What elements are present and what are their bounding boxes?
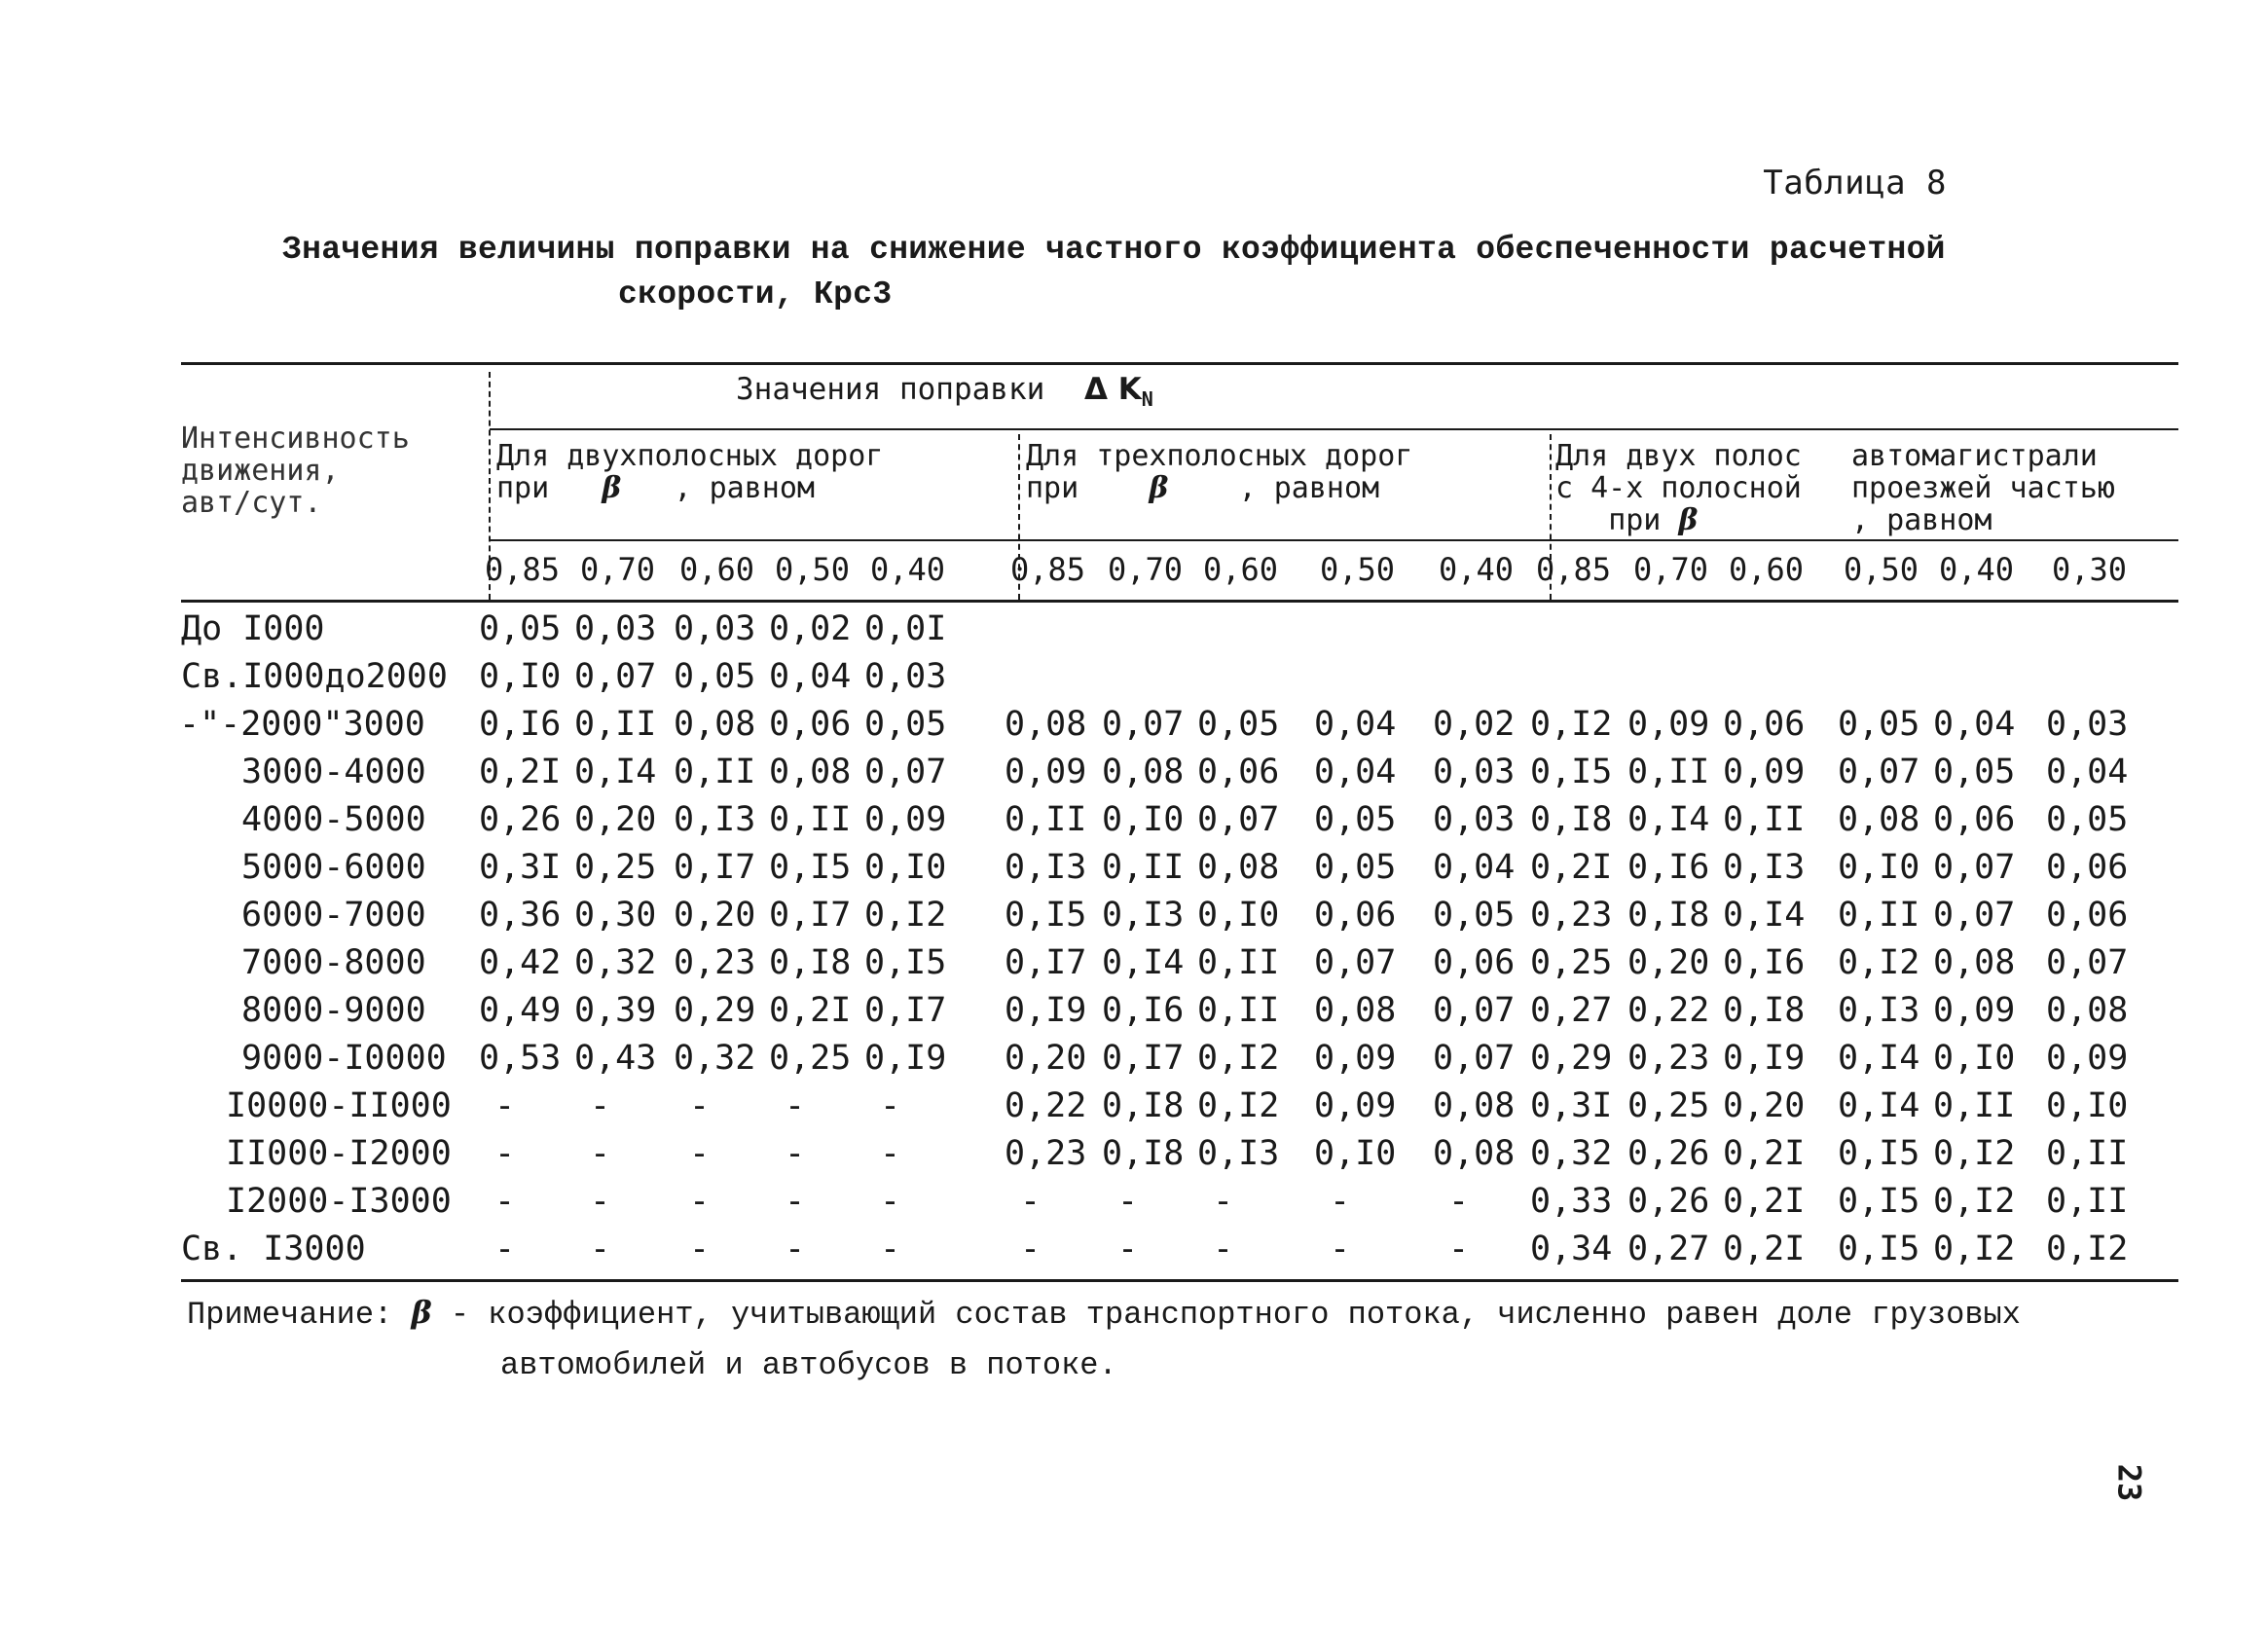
table-cell: 0,06 bbox=[1933, 800, 2016, 839]
header-beta-rule bbox=[490, 539, 2178, 541]
table-cell: 0,05 bbox=[1433, 896, 1516, 935]
page-number: 23 bbox=[2110, 1463, 2148, 1502]
beta-value-header: 0,70 bbox=[580, 551, 656, 588]
table-cell: - bbox=[880, 1230, 901, 1268]
beta-value-header: 0,60 bbox=[1203, 551, 1279, 588]
table-cell: 0,07 bbox=[864, 753, 947, 791]
table-cell: - bbox=[1330, 1230, 1351, 1268]
delta-k-subscript: N bbox=[1141, 387, 1153, 412]
beta-symbol: β bbox=[602, 471, 622, 505]
table-cell: 0,I4 bbox=[1102, 943, 1185, 982]
table-cell: 0,I3 bbox=[1723, 848, 1806, 887]
table-cell: 0,06 bbox=[1433, 943, 1516, 982]
beta-value-header: 0,70 bbox=[1108, 551, 1184, 588]
table-cell: 0,09 bbox=[864, 800, 947, 839]
table-cell: - bbox=[689, 1086, 711, 1125]
table-cell: 0,08 bbox=[769, 753, 852, 791]
table-cell: 0,27 bbox=[1627, 1230, 1710, 1268]
table-cell: 0,23 bbox=[1627, 1039, 1710, 1078]
table-cell: - bbox=[590, 1230, 611, 1268]
table-cell: 0,I2 bbox=[864, 896, 947, 935]
table-cell: 0,23 bbox=[1005, 1134, 1087, 1173]
table-cell: 0,09 bbox=[1627, 705, 1710, 744]
table-cell: 0,39 bbox=[574, 991, 657, 1030]
title-line-1: Значения величины поправки на снижение частного коэффициента обеспеченности расчетной bbox=[282, 232, 1946, 268]
table-cell: - bbox=[1213, 1182, 1234, 1221]
table-cell: 0,I9 bbox=[1005, 991, 1087, 1030]
table-cell: 0,I0 bbox=[2046, 1086, 2129, 1125]
table-cell: 0,07 bbox=[1933, 848, 2016, 887]
table-cell: 0,II bbox=[1005, 800, 1087, 839]
row-label: 5000-6000 bbox=[241, 848, 426, 887]
table-cell: 0,23 bbox=[674, 943, 756, 982]
row-label: 6000-7000 bbox=[241, 896, 426, 935]
table-cell: 0,I8 bbox=[769, 943, 852, 982]
table-cell: 0,I0 bbox=[1933, 1039, 2016, 1078]
table-cell: 0,I2 bbox=[1197, 1039, 1280, 1078]
table-cell: 0,I6 bbox=[1723, 943, 1806, 982]
table-cell: 0,30 bbox=[574, 896, 657, 935]
table-cell: - bbox=[1213, 1230, 1234, 1268]
table-cell: 0,08 bbox=[1102, 753, 1185, 791]
table-cell: 0,03 bbox=[674, 609, 756, 648]
table-cell: 0,04 bbox=[1933, 705, 2016, 744]
table-cell: 0,22 bbox=[1627, 991, 1710, 1030]
table-cell: 0,53 bbox=[479, 1039, 562, 1078]
row-label: 4000-5000 bbox=[241, 800, 426, 839]
table-cell: - bbox=[1448, 1230, 1470, 1268]
header-sub-rule bbox=[490, 428, 2178, 430]
table-cell: 0,I0 bbox=[1838, 848, 1920, 887]
group-two-lane bbox=[496, 440, 883, 504]
table-cell: - bbox=[1448, 1182, 1470, 1221]
table-cell: - bbox=[785, 1230, 806, 1268]
table-cell: 0,08 bbox=[1433, 1086, 1516, 1125]
table-cell: 0,09 bbox=[1723, 753, 1806, 791]
row-label: Св. I3000 bbox=[181, 1230, 366, 1268]
table-cell: 0,43 bbox=[574, 1039, 657, 1078]
table-cell: - bbox=[880, 1134, 901, 1173]
table-cell: 0,08 bbox=[1005, 705, 1087, 744]
row-header-line: авт/сут. bbox=[181, 486, 322, 520]
table-cell: 0,05 bbox=[1838, 705, 1920, 744]
table-cell: 0,07 bbox=[1314, 943, 1397, 982]
table-cell: 0,07 bbox=[1838, 753, 1920, 791]
table-cell: 0,I2 bbox=[2046, 1230, 2129, 1268]
table-cell: 0,I0 bbox=[1314, 1134, 1397, 1173]
group-four-lane-line2: с 4-х полосной bbox=[1555, 471, 1802, 505]
table-cell: 0,08 bbox=[1933, 943, 2016, 982]
table-cell: 0,05 bbox=[1314, 800, 1397, 839]
table-cell: 0,I6 bbox=[1102, 991, 1185, 1030]
table-cell: 0,I7 bbox=[1005, 943, 1087, 982]
table-cell: 0,I2 bbox=[1933, 1182, 2016, 1221]
table-cell: 0,I3 bbox=[1838, 991, 1920, 1030]
table-cell: - bbox=[1117, 1182, 1139, 1221]
beta-symbol: β bbox=[1149, 471, 1169, 505]
row-label: 7000-8000 bbox=[241, 943, 426, 982]
table-cell: 0,07 bbox=[1433, 1039, 1516, 1078]
row-label: -"-2000"3000 bbox=[179, 705, 425, 744]
beta-value-header: 0,70 bbox=[1633, 551, 1709, 588]
delta-k-symbol: Δ K bbox=[1083, 372, 1142, 407]
row-header-line: движения, bbox=[181, 454, 340, 488]
table-cell: 0,08 bbox=[2046, 991, 2129, 1030]
table-cell: 0,I6 bbox=[479, 705, 562, 744]
table-cell: 0,20 bbox=[574, 800, 657, 839]
table-cell: 0,II bbox=[1723, 800, 1806, 839]
table-row bbox=[181, 1035, 2178, 1083]
table-row bbox=[181, 1178, 2178, 1226]
table-cell: 0,I4 bbox=[1723, 896, 1806, 935]
table-label: Таблица 8 bbox=[1763, 164, 1947, 202]
table-cell: 0,II bbox=[574, 705, 657, 744]
beta-value-header: 0,85 bbox=[1010, 551, 1086, 588]
table-cell: 0,29 bbox=[1530, 1039, 1613, 1078]
table-cell: 0,49 bbox=[479, 991, 562, 1030]
table-cell: 0,20 bbox=[674, 896, 756, 935]
table-cell: 0,I3 bbox=[674, 800, 756, 839]
table-cell: 0,3I bbox=[479, 848, 562, 887]
table-cell: 0,I8 bbox=[1530, 800, 1613, 839]
footnote bbox=[187, 1287, 2134, 1391]
table-cell: 0,07 bbox=[1433, 991, 1516, 1030]
table-cell: - bbox=[785, 1086, 806, 1125]
row-label: Св.I000до2000 bbox=[181, 657, 448, 696]
table-cell: 0,04 bbox=[1314, 753, 1397, 791]
table-cell: 0,26 bbox=[1627, 1182, 1710, 1221]
beta-value-header: 0,40 bbox=[870, 551, 946, 588]
table-cell: - bbox=[494, 1230, 516, 1268]
table-cell: - bbox=[880, 1086, 901, 1125]
row-label: I2000-I3000 bbox=[226, 1182, 452, 1221]
table-cell: 0,I9 bbox=[1723, 1039, 1806, 1078]
table-cell: 0,II bbox=[1933, 1086, 2016, 1125]
table-cell: 0,32 bbox=[574, 943, 657, 982]
table-cell: 0,04 bbox=[1433, 848, 1516, 887]
footnote-text-1: - коэффициент, учитывающий состав транспортного потока, численно равен доле грузовых bbox=[450, 1297, 2021, 1333]
table-cell: 0,02 bbox=[1433, 705, 1516, 744]
table-cell: - bbox=[1020, 1182, 1042, 1221]
table-cell: 0,25 bbox=[769, 1039, 852, 1078]
group-three-lane bbox=[1026, 440, 1412, 504]
table-cell: 0,03 bbox=[864, 657, 947, 696]
table-cell: 0,07 bbox=[2046, 943, 2129, 982]
table-cell: 0,03 bbox=[1433, 800, 1516, 839]
table-cell: - bbox=[590, 1086, 611, 1125]
table-cell: 0,I5 bbox=[864, 943, 947, 982]
table-cell: 0,03 bbox=[574, 609, 657, 648]
table-cell: 0,36 bbox=[479, 896, 562, 935]
group-three-lane-line1: Для трехполосных дорог bbox=[1026, 439, 1413, 473]
group-three-lane-pri: при bbox=[1026, 471, 1079, 505]
group-motorway-line2: проезжей частью bbox=[1851, 471, 2115, 505]
row-header bbox=[181, 422, 473, 519]
table-cell: 0,2I bbox=[769, 991, 852, 1030]
table-cell: 0,25 bbox=[1530, 943, 1613, 982]
table-cell: 0,2I bbox=[1530, 848, 1613, 887]
table-cell: 0,I8 bbox=[1102, 1086, 1185, 1125]
beta-value-header: 0,85 bbox=[1536, 551, 1612, 588]
table-cell: 0,I8 bbox=[1723, 991, 1806, 1030]
table-cell: 0,I7 bbox=[769, 896, 852, 935]
table-cell: 0,I2 bbox=[1933, 1230, 2016, 1268]
row-label: II000-I2000 bbox=[226, 1134, 452, 1173]
table-cell: 0,04 bbox=[769, 657, 852, 696]
table-cell: 0,20 bbox=[1005, 1039, 1087, 1078]
group-two-lane-line1: Для двухполосных дорог bbox=[496, 439, 884, 473]
table-cell: 0,I5 bbox=[769, 848, 852, 887]
table-cell: - bbox=[689, 1230, 711, 1268]
beta-symbol: β bbox=[411, 1294, 432, 1331]
table-cell: 0,0I bbox=[864, 609, 947, 648]
table-cell: 0,05 bbox=[1197, 705, 1280, 744]
beta-value-header: 0,30 bbox=[2052, 551, 2128, 588]
table-cell: 0,07 bbox=[1102, 705, 1185, 744]
beta-symbol: β bbox=[1678, 503, 1699, 537]
table-cell: 0,I7 bbox=[674, 848, 756, 887]
table-cell: 0,I3 bbox=[1005, 848, 1087, 887]
table-cell: 0,07 bbox=[1933, 896, 2016, 935]
row-label: 9000-I0000 bbox=[241, 1039, 447, 1078]
table-cell: 0,2I bbox=[1723, 1230, 1806, 1268]
table-cell: 0,26 bbox=[1627, 1134, 1710, 1173]
group-four-lane-pri: при bbox=[1608, 503, 1662, 537]
table-cell: 0,06 bbox=[1723, 705, 1806, 744]
table-cell: 0,06 bbox=[1197, 753, 1280, 791]
table-cell: 0,I4 bbox=[1838, 1086, 1920, 1125]
table-row bbox=[181, 1130, 2178, 1178]
table-cell: 0,I5 bbox=[1530, 753, 1613, 791]
table-cell: 0,I9 bbox=[864, 1039, 947, 1078]
table-cell: 0,06 bbox=[2046, 848, 2129, 887]
table-cell: - bbox=[590, 1182, 611, 1221]
table-cell: - bbox=[785, 1134, 806, 1173]
table-row bbox=[181, 606, 2178, 653]
table-cell: 0,07 bbox=[1197, 800, 1280, 839]
row-header-line: Интенсивность bbox=[181, 422, 410, 456]
table-cell: 0,II bbox=[1838, 896, 1920, 935]
group-two-lane-ravnom: , равном bbox=[674, 471, 815, 505]
table-cell: 0,02 bbox=[769, 609, 852, 648]
table-cell: 0,05 bbox=[864, 705, 947, 744]
table-cell: 0,I6 bbox=[1627, 848, 1710, 887]
table-cell: 0,07 bbox=[574, 657, 657, 696]
group-two-lane-pri: при bbox=[496, 471, 550, 505]
table-cell: 0,20 bbox=[1723, 1086, 1806, 1125]
table-cell: 0,I4 bbox=[1627, 800, 1710, 839]
table-row bbox=[181, 653, 2178, 701]
table-cell: - bbox=[1117, 1230, 1139, 1268]
table-cell: 0,I5 bbox=[1838, 1182, 1920, 1221]
table-cell: 0,I0 bbox=[479, 657, 562, 696]
table-cell: 0,II bbox=[1197, 991, 1280, 1030]
table-cell: 0,I0 bbox=[1102, 800, 1185, 839]
group-four-lane bbox=[1555, 440, 1802, 536]
table-cell: 0,06 bbox=[1314, 896, 1397, 935]
table-cell: - bbox=[494, 1134, 516, 1173]
table-cell: 0,I3 bbox=[1197, 1134, 1280, 1173]
table-cell: 0,I2 bbox=[1197, 1086, 1280, 1125]
table-cell: 0,II bbox=[2046, 1134, 2129, 1173]
table-cell: 0,09 bbox=[1005, 753, 1087, 791]
table-cell: 0,23 bbox=[1530, 896, 1613, 935]
table-cell: 0,I0 bbox=[1197, 896, 1280, 935]
group-four-lane-line1: Для двух полос bbox=[1555, 439, 1802, 473]
table-cell: 0,I0 bbox=[864, 848, 947, 887]
table-cell: 0,I5 bbox=[1838, 1134, 1920, 1173]
table-row bbox=[181, 796, 2178, 844]
header-bottom-rule bbox=[181, 600, 2178, 603]
table-cell: 0,I5 bbox=[1838, 1230, 1920, 1268]
table-cell: 0,03 bbox=[2046, 705, 2129, 744]
table-cell: 0,05 bbox=[479, 609, 562, 648]
main-header-text: Значения поправки bbox=[736, 372, 1045, 407]
table-cell: - bbox=[880, 1182, 901, 1221]
table-cell: 0,25 bbox=[574, 848, 657, 887]
table-cell: 0,26 bbox=[479, 800, 562, 839]
table-cell: 0,08 bbox=[1433, 1134, 1516, 1173]
table-cell: 0,08 bbox=[1314, 991, 1397, 1030]
table-cell: - bbox=[1330, 1182, 1351, 1221]
table-cell: 0,05 bbox=[1314, 848, 1397, 887]
table-cell: 0,II bbox=[1197, 943, 1280, 982]
beta-value-header: 0,85 bbox=[485, 551, 561, 588]
table-cell: - bbox=[689, 1182, 711, 1221]
table-cell: 0,09 bbox=[1933, 991, 2016, 1030]
table-cell: 0,32 bbox=[1530, 1134, 1613, 1173]
table-cell: 0,22 bbox=[1005, 1086, 1087, 1125]
table-cell: 0,II bbox=[674, 753, 756, 791]
table-cell: - bbox=[590, 1134, 611, 1173]
table-cell: 0,2I bbox=[479, 753, 562, 791]
table-cell: - bbox=[494, 1086, 516, 1125]
group-motorway bbox=[1851, 440, 2115, 536]
table-cell: 0,08 bbox=[674, 705, 756, 744]
footnote-label: Примечание: bbox=[187, 1297, 393, 1333]
table-cell: 0,05 bbox=[2046, 800, 2129, 839]
table-cell: 0,33 bbox=[1530, 1182, 1613, 1221]
table-cell: 0,06 bbox=[769, 705, 852, 744]
table-cell: 0,2I bbox=[1723, 1134, 1806, 1173]
table-row bbox=[181, 844, 2178, 892]
table-cell: 0,09 bbox=[2046, 1039, 2129, 1078]
table-cell: 0,I2 bbox=[1933, 1134, 2016, 1173]
table-cell: 0,20 bbox=[1627, 943, 1710, 982]
row-label: 8000-9000 bbox=[241, 991, 426, 1030]
table-cell: - bbox=[689, 1134, 711, 1173]
beta-value-header: 0,50 bbox=[775, 551, 851, 588]
table-row bbox=[181, 987, 2178, 1035]
row-label: До I000 bbox=[181, 609, 325, 648]
table-cell: 0,25 bbox=[1627, 1086, 1710, 1125]
table-cell: 0,04 bbox=[1314, 705, 1397, 744]
table-cell: 0,42 bbox=[479, 943, 562, 982]
table-cell: 0,II bbox=[769, 800, 852, 839]
table-cell: 0,II bbox=[2046, 1182, 2129, 1221]
table-cell: 0,I8 bbox=[1102, 1134, 1185, 1173]
table-title bbox=[282, 228, 1976, 317]
table-cell: 0,29 bbox=[674, 991, 756, 1030]
table-cell: 0,II bbox=[1627, 753, 1710, 791]
table-cell: 0,09 bbox=[1314, 1039, 1397, 1078]
title-line-2: скорости, Крс3 bbox=[618, 276, 893, 312]
table-cell: 0,05 bbox=[1933, 753, 2016, 791]
beta-value-header: 0,60 bbox=[679, 551, 755, 588]
table-cell: 0,I7 bbox=[864, 991, 947, 1030]
beta-value-header: 0,50 bbox=[1844, 551, 1919, 588]
group-motorway-line3: , равном bbox=[1851, 503, 1992, 537]
table-cell: 0,II bbox=[1102, 848, 1185, 887]
main-header bbox=[736, 374, 1153, 415]
table-cell: 0,I2 bbox=[1530, 705, 1613, 744]
table-cell: 0,06 bbox=[2046, 896, 2129, 935]
table-cell: 0,27 bbox=[1530, 991, 1613, 1030]
table-cell: 0,I5 bbox=[1005, 896, 1087, 935]
beta-value-header: 0,40 bbox=[1439, 551, 1515, 588]
table-cell: 0,3I bbox=[1530, 1086, 1613, 1125]
table-cell: 0,I8 bbox=[1627, 896, 1710, 935]
beta-value-header: 0,40 bbox=[1939, 551, 2015, 588]
table-cell: 0,I3 bbox=[1102, 896, 1185, 935]
table-row bbox=[181, 892, 2178, 939]
table-row bbox=[181, 1226, 2178, 1273]
table-cell: 0,05 bbox=[674, 657, 756, 696]
table-row bbox=[181, 701, 2178, 749]
table-row bbox=[181, 939, 2178, 987]
table-cell: 0,34 bbox=[1530, 1230, 1613, 1268]
table-cell: 0,I2 bbox=[1838, 943, 1920, 982]
table-row bbox=[181, 1083, 2178, 1130]
table-cell: 0,04 bbox=[2046, 753, 2129, 791]
table-cell: 0,08 bbox=[1838, 800, 1920, 839]
table-cell: 0,I7 bbox=[1102, 1039, 1185, 1078]
table-cell: 0,09 bbox=[1314, 1086, 1397, 1125]
table-cell: 0,2I bbox=[1723, 1182, 1806, 1221]
beta-value-header: 0,50 bbox=[1320, 551, 1396, 588]
row-label: I0000-II000 bbox=[226, 1086, 452, 1125]
table-bottom-rule bbox=[181, 1279, 2178, 1282]
table-cell: 0,08 bbox=[1197, 848, 1280, 887]
group-motorway-line1: автомагистрали bbox=[1851, 439, 2098, 473]
footnote-text-2: автомобилей и автобусов в потоке. bbox=[500, 1347, 1117, 1383]
table-cell: - bbox=[494, 1182, 516, 1221]
table-cell: 0,32 bbox=[674, 1039, 756, 1078]
table-cell: - bbox=[1020, 1230, 1042, 1268]
row-label: 3000-4000 bbox=[241, 753, 426, 791]
table-cell: - bbox=[785, 1182, 806, 1221]
table-top-rule bbox=[181, 362, 2178, 365]
table-cell: 0,03 bbox=[1433, 753, 1516, 791]
table-cell: 0,I4 bbox=[574, 753, 657, 791]
table-cell: 0,I4 bbox=[1838, 1039, 1920, 1078]
table-row bbox=[181, 749, 2178, 796]
beta-value-header: 0,60 bbox=[1729, 551, 1805, 588]
group-three-lane-ravnom: , равном bbox=[1238, 471, 1380, 505]
